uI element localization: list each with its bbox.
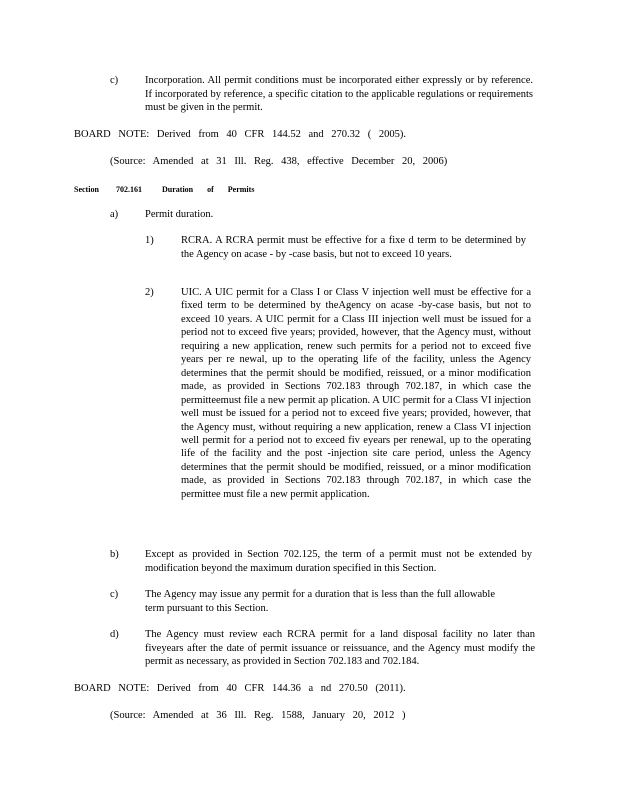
uic-paragraph: UIC. A UIC permit for a Class I or Class V injection well must be effective for a fixed term to be determined by theAgency on acase -by-case basis, but not to exceed 10 years. A UIC permit for a Class III injection well must be issued for a period not to exceed five years; provided, however, that the Agency must, without requiring a new application, renew such permits for a period not to exceed five years per re newal, up to the operating life of the facility, unless the Agency determines that the permit should be modified, reissued, or a minor modification made, as provided in Sections 702.183 through 702.187, in which case the permitteemust file a new permit ap plication. A UIC permit for a Class VI injection well must be issued for a period not to exceed five years; provided, however, that the Agency must, without requiring a new application, renew a Class VI injection well permit for a period not to exceed fiv eyears per renewal, up to the operating life of the facility and the post -injection site care period, unless the Agency determines that the permit should be modified, reissued, or a minor modification made, as provided in Sections 702.183 through 702.187, in which case the permittee must file a new permit application. — [181, 287, 531, 500]
source-note: (Source: Amended at 36 Ill. Reg. 1588, January 20, 2012 ) — [110, 710, 406, 721]
item-label: 2) — [145, 287, 154, 298]
board-note: BOARD NOTE: Derived from 40 CFR 144.36 a nd 270.50 (2011). — [74, 683, 406, 694]
section-number: 702.161 — [116, 185, 142, 194]
extension-paragraph: Except as provided in Section 702.125, the term of a permit must not be extended by modification beyond the maximum duration specified in this Section. — [145, 549, 532, 574]
incorporation-paragraph: Incorporation. All permit conditions must be incorporated either expressly or by reference. If incorporated by reference, a specific citation to the applicable regulations or requirements must be given in the permit. — [145, 75, 533, 114]
item-label: c) — [110, 589, 119, 600]
item-label: 1) — [145, 235, 154, 246]
source-note: (Source: Amended at 31 Ill. Reg. 438, effective December 20, 2006) — [110, 156, 448, 167]
duration-paragraph: The Agency may issue any permit for a duration that is less than the full allowable term pursuant to this Section. — [145, 589, 495, 614]
subsection-heading: Permit duration. — [145, 209, 214, 220]
item-label: c) — [110, 75, 119, 86]
section-title: Duration of Permits — [162, 185, 255, 194]
rcra-paragraph: RCRA. A RCRA permit must be effective for a fixe d term to be determined by the Agency on acase - by -case basis, but not to exceed 10 years. — [181, 235, 526, 260]
board-note: BOARD NOTE: Derived from 40 CFR 144.52 and 270.32 ( 2005). — [74, 129, 407, 140]
item-label: a) — [110, 209, 119, 220]
section-label: Section — [74, 185, 99, 194]
review-paragraph: The Agency must review each RCRA permit for a land disposal facility no later than fiveyears after the date of permit issuance or reissuance, and the Agency must modify the permit as necessary, as provided in Section 702.183 and 702.184. — [145, 629, 535, 668]
item-label: d) — [110, 629, 119, 640]
item-label: b) — [110, 549, 119, 560]
